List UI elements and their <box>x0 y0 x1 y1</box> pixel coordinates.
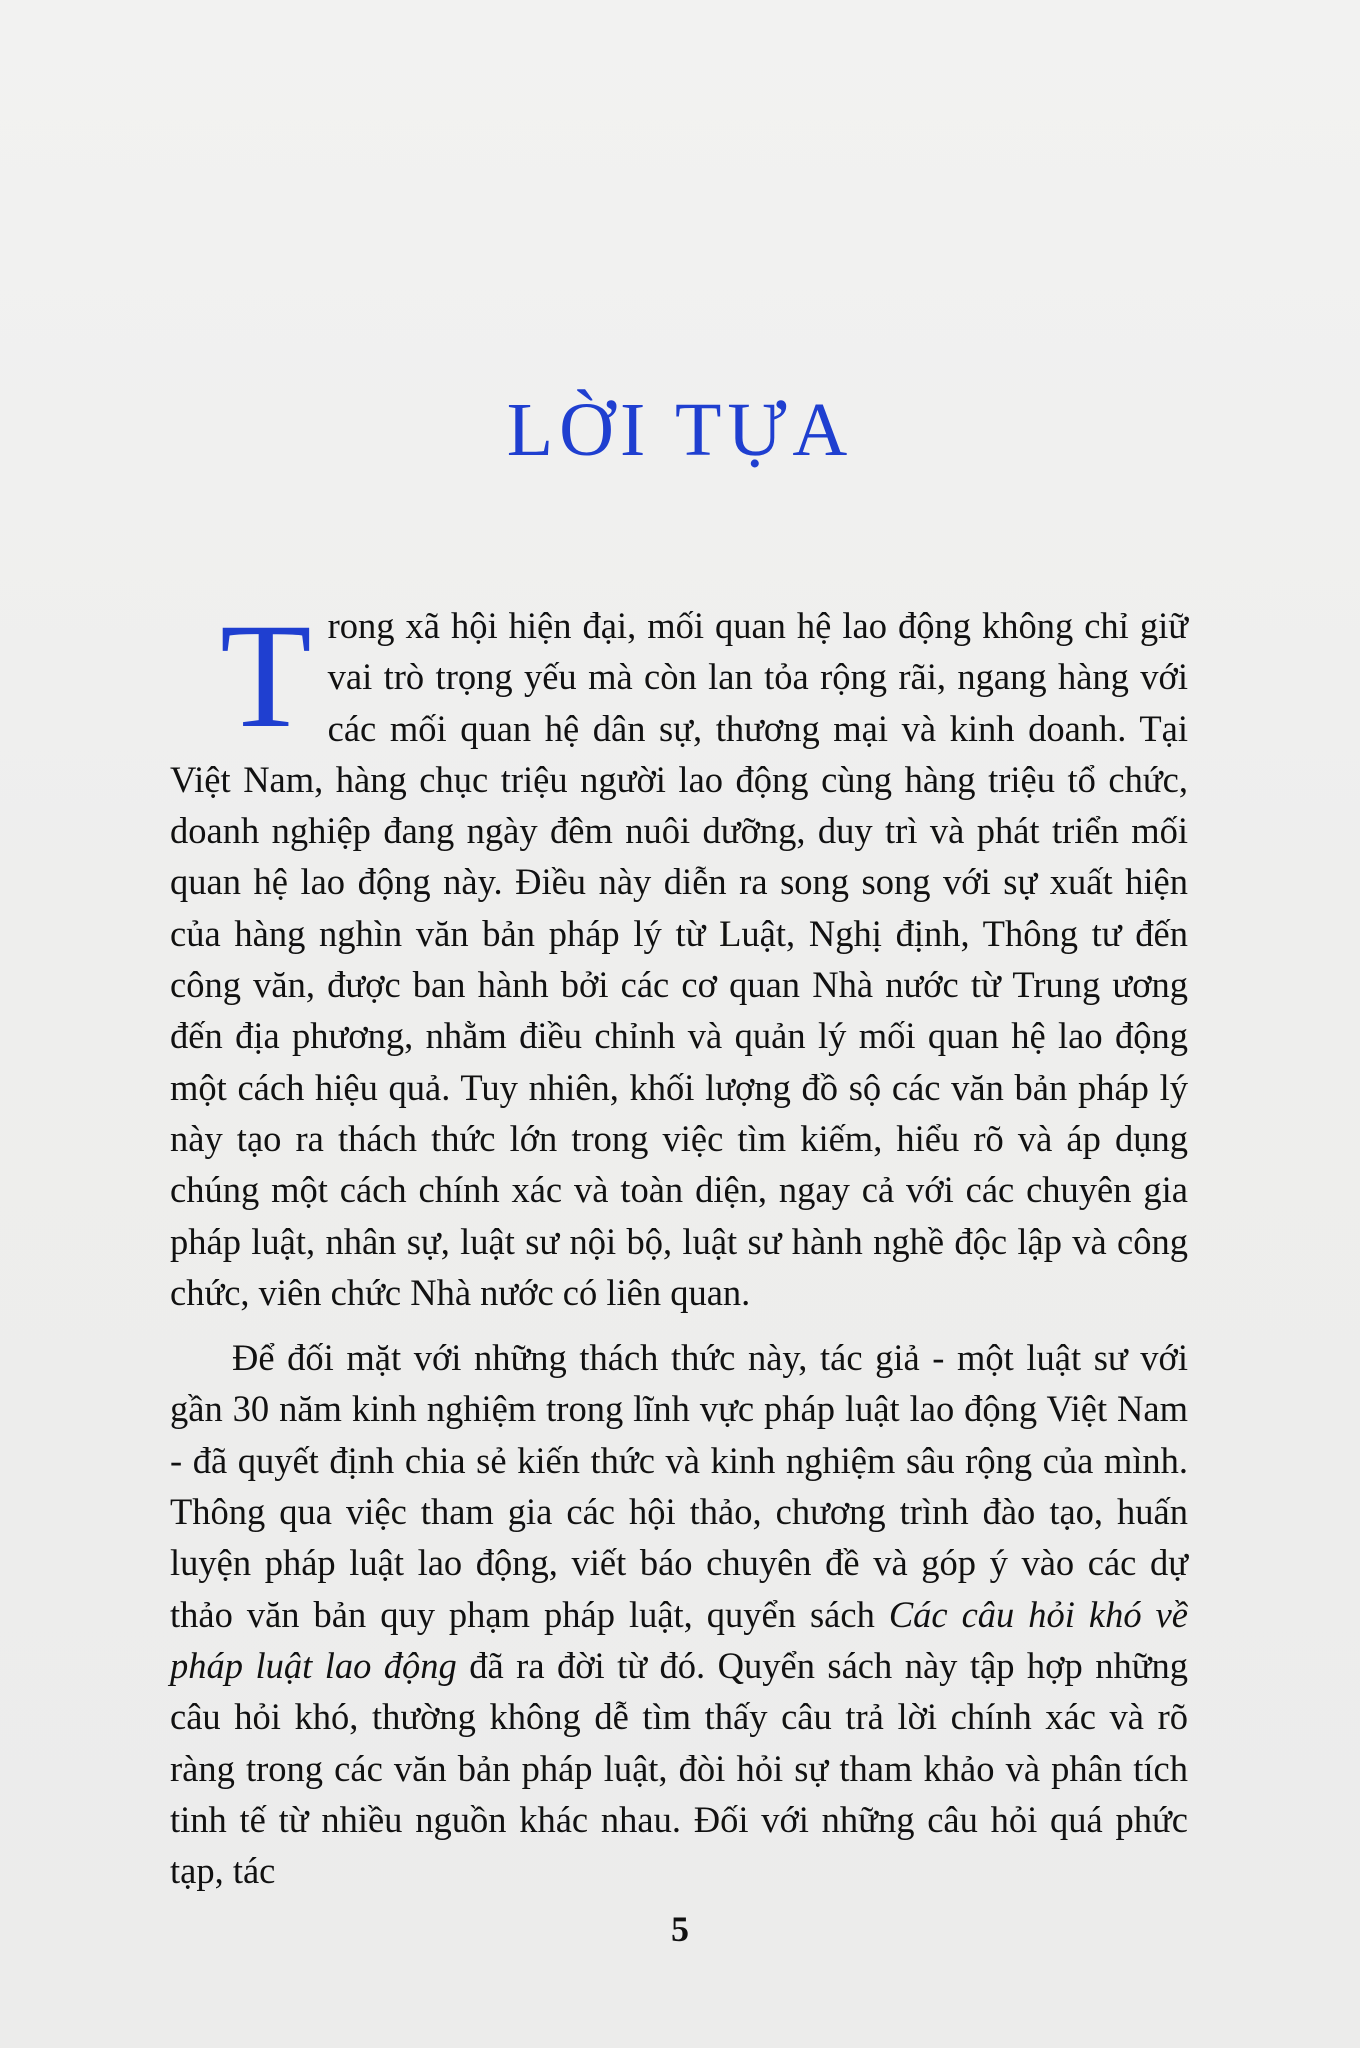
paragraph-2-text-after: đã ra đời từ đó. Quyển sách này tập hợp những câu hỏi khó, thường không dễ tìm thấy câu trả lời chính xác và rõ ràng trong các văn bản pháp luật, đòi hỏi sự tham khảo và phân tích tinh tế từ nhiều nguồn khác nhau. Đối với những câu hỏi quá phức tạp, tác <box>170 1644 1188 1892</box>
page-number: 5 <box>671 1909 689 1949</box>
body-text <box>170 593 1188 1896</box>
paragraph-1-text: rong xã hội hiện đại, mối quan hệ lao động không chỉ giữ vai trò trọng yếu mà còn lan tỏa rộng rãi, ngang hàng với các mối quan hệ dân sự, thương mại và kinh doanh. Tại Việt Nam, hàng chục triệu người lao động cùng hàng triệu tổ chức, doanh nghiệp đang ngày đêm nuôi dưỡng, duy trì và phát triển mối quan hệ lao động này. Điều này diễn ra song song với sự xuất hiện của hàng nghìn văn bản pháp lý từ Luật, Nghị định, Thông tư đến công văn, được ban hành bởi các cơ quan Nhà nước từ Trung ương đến địa phương, nhằm điều chỉnh và quản lý mối quan hệ lao động một cách hiệu quả. Tuy nhiên, khối lượng đồ sộ các văn bản pháp lý này tạo ra thách thức lớn trong việc tìm kiếm, hiểu rõ và áp dụng chúng một cách chính xác và toàn diện, ngay cả với các chuyên gia pháp luật, nhân sự, luật sư nội bộ, luật sư hành nghề độc lập và công chức, viên chức Nhà nước có liên quan. <box>170 605 1188 1313</box>
drop-cap: T <box>220 593 312 759</box>
book-title-italic: Các câu hỏi khó về pháp luật lao động <box>170 1593 1188 1686</box>
chapter-title: LỜI TỰA <box>506 388 854 472</box>
paragraph-2 <box>170 1332 1188 1896</box>
paragraph-1 <box>170 593 1188 1318</box>
paragraph-2-text-before: Để đối mặt với những thách thức này, tác giả - một luật sư với gần 30 năm kinh nghiệm trong lĩnh vực pháp luật lao động Việt Nam - đã quyết định chia sẻ kiến thức và kinh nghiệm sâu rộng của mình. Thông qua việc tham gia các hội thảo, chương trình đào tạo, huấn luyện pháp luật lao động, viết báo chuyên đề và góp ý vào các dự thảo văn bản quy phạm pháp luật, quyển sách <box>170 1337 1188 1635</box>
